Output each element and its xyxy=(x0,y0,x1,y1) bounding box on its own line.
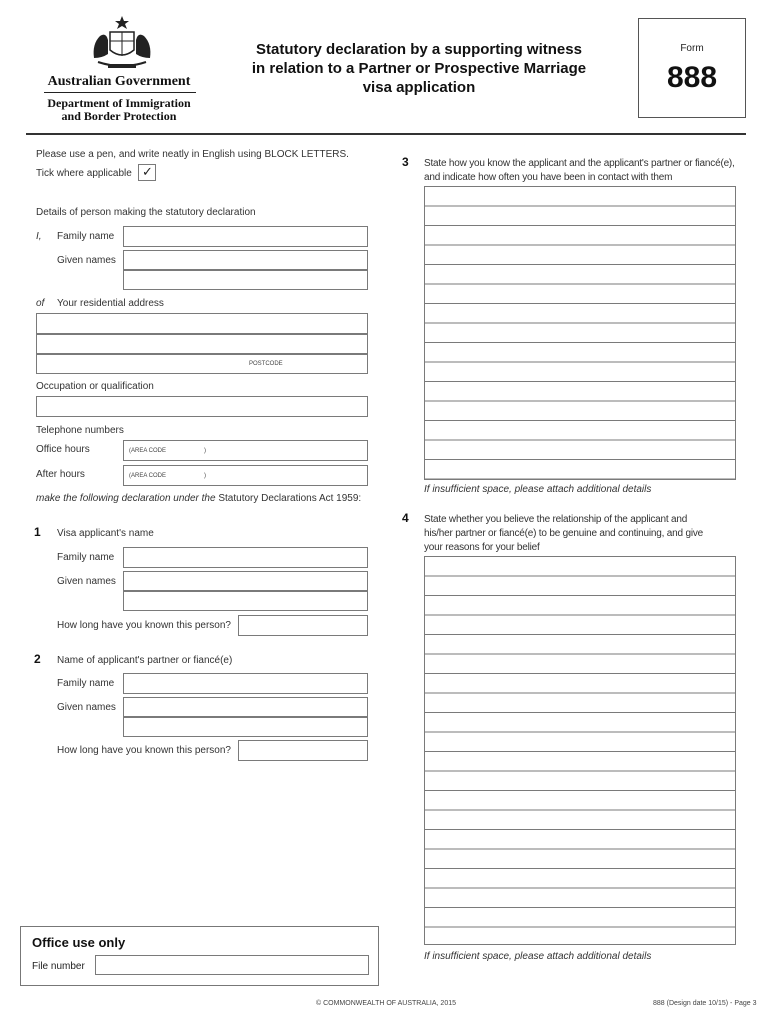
logo-divider xyxy=(44,92,196,93)
instructions-text: Please use a pen, and write neatly in English using BLOCK LETTERS. xyxy=(36,149,349,160)
title-line-1: Statutory declaration by a supporting witness xyxy=(256,41,582,58)
q2-family-name-input[interactable] xyxy=(123,673,368,694)
q2-number: 2 xyxy=(34,652,41,666)
office-area-code-close: ) xyxy=(204,448,206,454)
q2-how-long-input[interactable] xyxy=(238,740,368,761)
q1-given-names-input-2[interactable] xyxy=(123,591,368,611)
q1-given-names-label: Given names xyxy=(57,576,116,587)
declarant-given-names-label: Given names xyxy=(57,255,116,266)
declaration-pre: make the following declaration under the xyxy=(36,493,216,504)
form-label: Form xyxy=(680,43,704,54)
q4-note: If insufficient space, please attach additional details xyxy=(424,951,652,962)
address-input-3[interactable] xyxy=(36,354,368,374)
declaration-act: Statutory Declarations Act 1959: xyxy=(218,493,362,504)
q1-family-name-input[interactable] xyxy=(123,547,368,568)
q3-answer-lines[interactable] xyxy=(424,186,736,480)
tick-label: Tick where applicable xyxy=(36,168,132,179)
q4-line-2: his/her partner or fiancé(e) to be genuine and continuing, and give xyxy=(424,528,704,539)
q4-line-1: State whether you believe the relationship of the applicant and xyxy=(424,514,688,525)
office-use-title: Office use only xyxy=(32,935,126,950)
declarant-given-names-input-1[interactable] xyxy=(123,250,368,270)
occupation-label: Occupation or qualification xyxy=(36,381,154,392)
declarant-family-name-input[interactable] xyxy=(123,226,368,247)
q2-how-long-label: How long have you known this person? xyxy=(57,745,231,756)
q2-family-name-label: Family name xyxy=(57,678,115,689)
address-label: Your residential address xyxy=(57,298,164,309)
q1-how-long-input[interactable] xyxy=(238,615,368,636)
q1-label: Visa applicant's name xyxy=(57,528,154,539)
of-label: of xyxy=(36,298,45,309)
footer-copyright: © COMMONWEALTH OF AUSTRALIA, 2015 xyxy=(316,1000,456,1007)
title-line-3: visa application xyxy=(362,79,476,96)
tick-icon: ✓ xyxy=(142,165,153,180)
form-title xyxy=(236,40,602,97)
file-number-label: File number xyxy=(32,961,85,972)
form-number: 888 xyxy=(666,61,718,94)
i-label: I, xyxy=(36,231,42,242)
q3-number: 3 xyxy=(402,155,409,169)
declarant-given-names-input-2[interactable] xyxy=(123,270,368,290)
form-number-box xyxy=(638,18,746,118)
q3-line-2: and indicate how often you have been in contact with them xyxy=(424,172,673,183)
declarant-family-name-label: Family name xyxy=(57,231,115,242)
office-use-panel xyxy=(20,926,379,986)
coat-of-arms-logo xyxy=(84,14,160,74)
footer-page: 888 (Design date 10/15) - Page 3 xyxy=(653,1000,757,1007)
q3-line-1: State how you know the applicant and the applicant's partner or fiancé(e), xyxy=(424,158,735,169)
q4-line-3: your reasons for your belief xyxy=(424,542,540,553)
office-hours-label: Office hours xyxy=(36,444,90,455)
occupation-input[interactable] xyxy=(36,396,368,417)
q1-given-names-input-1[interactable] xyxy=(123,571,368,591)
q4-answer-lines[interactable] xyxy=(424,556,736,945)
tick-example-box xyxy=(138,164,156,181)
q2-given-names-label: Given names xyxy=(57,702,116,713)
after-area-code-close: ) xyxy=(204,473,206,479)
after-hours-label: After hours xyxy=(36,469,85,480)
q2-given-names-input-2[interactable] xyxy=(123,717,368,737)
q1-number: 1 xyxy=(34,525,41,539)
after-area-code-open: (AREA CODE xyxy=(129,473,167,479)
q1-family-name-label: Family name xyxy=(57,552,115,563)
declarant-heading: Details of person making the statutory declaration xyxy=(36,207,256,218)
q1-how-long-label: How long have you known this person? xyxy=(57,620,231,631)
file-number-input[interactable] xyxy=(95,955,369,975)
q4-number: 4 xyxy=(402,511,409,525)
office-area-code-open: (AREA CODE xyxy=(129,448,167,454)
declaration-statement xyxy=(36,493,361,504)
postcode-label: POSTCODE xyxy=(249,361,283,367)
address-input-2[interactable] xyxy=(36,334,368,354)
address-input-1[interactable] xyxy=(36,313,368,334)
header-rule xyxy=(26,133,746,135)
telephone-label: Telephone numbers xyxy=(36,425,124,436)
q2-given-names-input-1[interactable] xyxy=(123,697,368,717)
title-line-2: in relation to a Partner or Prospective Marriage xyxy=(251,60,587,77)
logo-line-1: Australian Government xyxy=(47,74,191,89)
q2-label: Name of applicant's partner or fiancé(e) xyxy=(57,655,233,666)
logo-line-2: Department of Immigration xyxy=(47,96,191,110)
q3-note: If insufficient space, please attach additional details xyxy=(424,484,652,495)
logo-line-3: and Border Protection xyxy=(61,109,177,123)
